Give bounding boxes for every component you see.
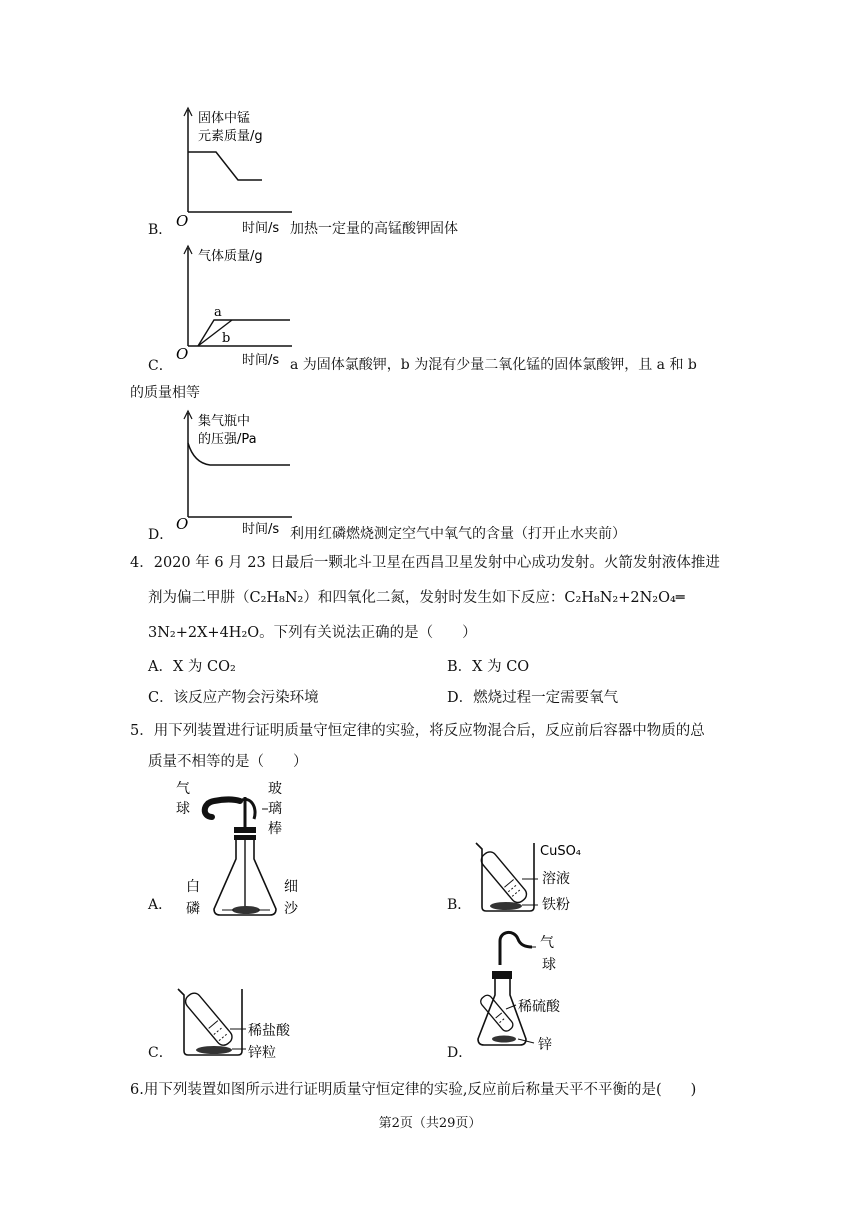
liquid-hatch bbox=[500, 1017, 506, 1022]
option-c-caption-2: 的质量相等 bbox=[130, 385, 200, 401]
liquid-hatch bbox=[214, 1027, 223, 1035]
label-sand-2: 沙 bbox=[284, 901, 298, 917]
graph-d bbox=[170, 405, 300, 535]
test-tube-icon bbox=[183, 990, 235, 1048]
option-b-letter: B． bbox=[148, 222, 173, 238]
ylabel-1: 固体中锰 bbox=[198, 111, 251, 126]
ylabel-2: 的压强/Pa bbox=[198, 432, 257, 447]
label-b: b bbox=[222, 331, 231, 346]
q6-line-1: 6.用下列装置如图所示进行证明质量守恒定律的实验,反应前后称量天平不平衡的是( ) bbox=[130, 1082, 697, 1098]
option-c-letter: C． bbox=[148, 358, 173, 374]
label-solution: 溶液 bbox=[542, 871, 570, 887]
q5-a-letter[interactable]: A． bbox=[148, 897, 173, 913]
option-d-caption: 利用红磷燃烧测定空气中氧气的含量（打开止水夹前） bbox=[290, 526, 626, 542]
option-c bbox=[0, 240, 860, 405]
origin-label: O bbox=[176, 515, 189, 533]
zinc-granules-icon bbox=[196, 1046, 232, 1054]
liquid-hatch bbox=[508, 884, 517, 892]
apparatus-c bbox=[172, 987, 312, 1063]
q4-line-1: 4．2020 年 6 月 23 日最后一颗北斗卫星在西昌卫星发射中心成功发射。火箭发射液体推进 bbox=[130, 555, 720, 571]
apparatus-b bbox=[468, 839, 598, 919]
liquid-level bbox=[504, 879, 513, 887]
label-balloon-1: 气 bbox=[176, 781, 190, 797]
question-6 bbox=[0, 1076, 860, 1106]
q5-c-letter[interactable]: C． bbox=[148, 1045, 173, 1061]
stopper-icon bbox=[234, 827, 256, 833]
option-b bbox=[0, 0, 860, 245]
label-sand-1: 细 bbox=[284, 879, 298, 895]
label-rod-1: 玻 bbox=[268, 781, 282, 797]
question-4 bbox=[0, 545, 860, 715]
graph-c bbox=[170, 240, 300, 370]
test-tube-body bbox=[478, 849, 529, 905]
label-rod-2: 璃 bbox=[268, 801, 282, 817]
beaker-icon bbox=[178, 989, 242, 1055]
stopper-icon bbox=[492, 971, 512, 979]
sand-icon bbox=[232, 906, 260, 914]
label-zinc-granules: 锌粒 bbox=[248, 1045, 276, 1061]
label-balloon-2: 球 bbox=[542, 957, 556, 973]
q4-option-d[interactable]: D．燃烧过程一定需要氧气 bbox=[447, 690, 619, 706]
label-balloon-2: 球 bbox=[176, 801, 190, 817]
label-rod-3: 棒 bbox=[268, 821, 282, 837]
test-tube-body bbox=[183, 990, 235, 1048]
iron-powder-icon bbox=[490, 902, 522, 910]
stopper-ring-icon bbox=[234, 835, 256, 840]
origin-label: O bbox=[176, 212, 189, 230]
q5-line-2: 质量不相等的是（ ） bbox=[148, 754, 308, 770]
label-a: a bbox=[214, 305, 222, 320]
q4-option-a[interactable]: A．X 为 CO₂ bbox=[148, 659, 236, 675]
label-dilute-h2so4: 稀硫酸 bbox=[518, 999, 560, 1015]
origin-label: O bbox=[176, 345, 189, 363]
xlabel: 时间/s bbox=[242, 353, 280, 368]
liquid-hatch bbox=[219, 1033, 228, 1041]
q4-line-2: 剂为偏二甲肼（C₂H₈N₂）和四氧化二氮，发射时发生如下反应：C₂H₈N₂+2N₂O₄═ bbox=[148, 590, 685, 606]
beaker-icon bbox=[476, 843, 534, 911]
graph-b bbox=[170, 100, 300, 240]
curve-b bbox=[188, 152, 262, 180]
q5-b-letter[interactable]: B． bbox=[447, 897, 472, 913]
xlabel: 时间/s bbox=[242, 522, 280, 535]
apparatus-d bbox=[470, 925, 600, 1065]
balloon-icon bbox=[205, 800, 240, 818]
question-5 bbox=[0, 715, 860, 1070]
page-footer: 第2页（共29页） bbox=[378, 1116, 482, 1131]
label-cuso4: CuSO₄ bbox=[540, 844, 582, 859]
liquid-hatch bbox=[512, 889, 521, 897]
label-iron-powder: 铁粉 bbox=[542, 897, 570, 913]
option-b-caption: 加热一定量的高锰酸钾固体 bbox=[290, 221, 458, 237]
option-d bbox=[0, 405, 860, 545]
label-zinc: 锌 bbox=[538, 1037, 552, 1053]
label-dilute-hcl: 稀盐酸 bbox=[248, 1023, 290, 1039]
option-c-caption-1: a 为固体氯酸钾，b 为混有少量二氧化锰的固体氯酸钾，且 a 和 b bbox=[290, 357, 697, 373]
ylabel: 气体质量/g bbox=[198, 249, 263, 264]
liquid-level bbox=[496, 1013, 502, 1018]
test-tube-icon bbox=[479, 993, 515, 1033]
liquid-level bbox=[209, 1021, 218, 1029]
ylabel-1: 集气瓶中 bbox=[198, 414, 251, 429]
test-tube-icon bbox=[478, 849, 529, 905]
label-phosphorus-2: 磷 bbox=[186, 901, 200, 917]
line-a bbox=[198, 320, 290, 346]
zinc-icon bbox=[492, 1036, 516, 1043]
apparatus-a bbox=[170, 779, 310, 929]
test-tube-body bbox=[479, 993, 515, 1033]
q5-line-1: 5．用下列装置进行证明质量守恒定律的实验，将反应物混合后，反应前后容器中物质的总 bbox=[130, 723, 705, 739]
label-phosphorus-1: 白 bbox=[186, 879, 200, 895]
q4-line-3: 3N₂+2X+4H₂O。下列有关说法正确的是（ ） bbox=[148, 625, 477, 641]
balloon-icon bbox=[500, 932, 532, 965]
label-balloon-1: 气 bbox=[540, 935, 554, 951]
xlabel: 时间/s bbox=[242, 221, 280, 236]
ylabel-2: 元素质量/g bbox=[198, 129, 263, 144]
q5-d-letter[interactable]: D． bbox=[447, 1045, 473, 1061]
q4-option-b[interactable]: B．X 为 CO bbox=[447, 659, 530, 675]
option-d-letter: D． bbox=[148, 527, 174, 543]
q4-option-c[interactable]: C．该反应产物会污染环境 bbox=[148, 690, 319, 706]
